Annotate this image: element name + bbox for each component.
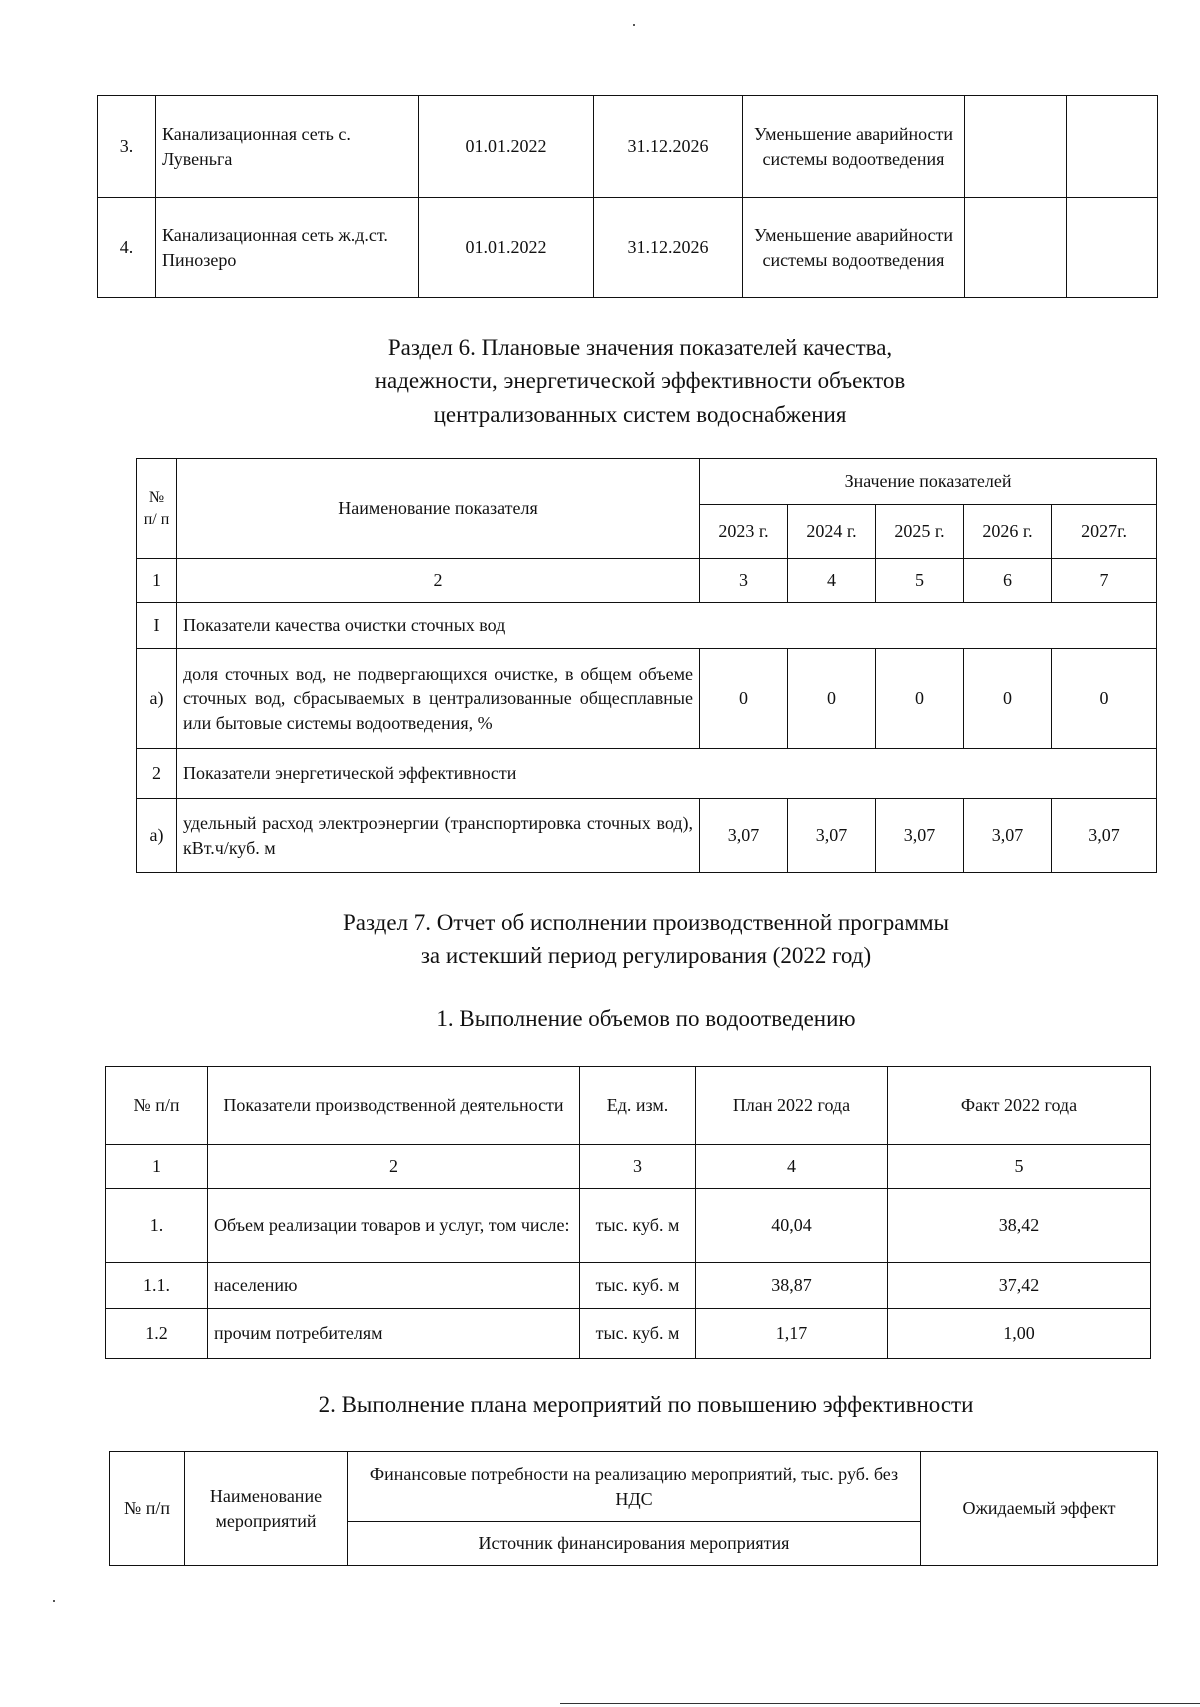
subsection1-heading: 1. Выполнение объемов по водоотведению [436,1006,856,1031]
header-row [137,459,1157,505]
subsection2-heading: 2. Выполнение плана мероприятий по повышению эффективности [318,1392,974,1417]
column-index: 2 [177,559,700,603]
header-event-name: Наименование мероприятий [185,1452,348,1566]
fact-value: 37,42 [888,1263,1151,1309]
header-finance: Финансовые потребности на реализацию мероприятий, тыс. руб. без НДС [348,1452,921,1522]
header-indicator-name: Наименование показателя [177,459,700,559]
group-number: I [137,603,177,649]
row-number: а) [137,799,177,873]
end-date: 31.12.2026 [594,198,743,298]
scan-bottom-line [560,1703,1200,1704]
column-index: 5 [876,559,964,603]
header-row [110,1452,1158,1522]
year-header: 2023 г. [700,505,788,559]
column-index: 5 [888,1145,1151,1189]
column-index: 4 [696,1145,888,1189]
heading-line: надежности, энергетической эффективности объектов [374,368,906,394]
column-index: 1 [137,559,177,603]
column-index: 1 [106,1145,208,1189]
row-number: 1.2 [106,1309,208,1359]
heading-line: Раздел 7. Отчет об исполнении производственной программы [342,910,950,935]
table-row [137,649,1157,749]
indicator-name: Объем реализации товаров и услуг, том числе: [208,1189,580,1263]
row-number: 3. [98,96,156,198]
row-number: 4. [98,198,156,298]
year-header: 2025 г. [876,505,964,559]
indicator-name: доля сточных вод, не подвергающихся очистке, в общем объеме сточных вод, сбрасываемых в централизованные общесплавные или бытовые системы водоотведения, % [177,649,700,749]
header-fact: Факт 2022 года [888,1067,1151,1145]
row-number: 1.1. [106,1263,208,1309]
header-indicator-values: Значение показателей [700,459,1157,505]
index-row [106,1145,1151,1189]
heading-line: централизованных систем водоснабжения [433,401,847,427]
indicator-value: 0 [964,649,1052,749]
header-indicator: Показатели производственной деятельности [208,1067,580,1145]
expected-effect: Уменьшение аварийности системы водоотведения [743,198,965,298]
start-date: 01.01.2022 [419,96,594,198]
indicator-value: 0 [876,649,964,749]
section6-heading [40,331,1200,431]
indicators-table [136,458,1157,873]
header-plan: План 2022 года [696,1067,888,1145]
group-title: Показатели энергетической эффективности [177,749,1157,799]
header-expected-effect: Ожидаемый эффект [921,1452,1158,1566]
column-index: 3 [580,1145,696,1189]
column-index: 7 [1052,559,1157,603]
year-header: 2027г. [1052,505,1157,559]
table-row [106,1309,1151,1359]
indicator-value: 0 [1052,649,1157,749]
section7-heading [46,906,1200,973]
unit: тыс. куб. м [580,1263,696,1309]
table-row [106,1189,1151,1263]
plan-value: 1,17 [696,1309,888,1359]
fact-value: 1,00 [888,1309,1151,1359]
unit: тыс. куб. м [580,1309,696,1359]
column-index: 2 [208,1145,580,1189]
indicator-name: удельный расход электроэнергии (транспортировка сточных вод), кВт.ч/куб. м [177,799,700,873]
group-title: Показатели качества очистки сточных вод [177,603,1157,649]
indicator-value: 0 [700,649,788,749]
indicator-value: 3,07 [788,799,876,873]
event-name: Канализационная сеть ж.д.ст. Пинозеро [156,198,419,298]
year-header: 2024 г. [788,505,876,559]
fact-value: 38,42 [888,1189,1151,1263]
indicator-value: 3,07 [876,799,964,873]
end-date: 31.12.2026 [594,96,743,198]
unit: тыс. куб. м [580,1189,696,1263]
group-row [137,749,1157,799]
column-index: 3 [700,559,788,603]
row-number: а) [137,649,177,749]
indicator-value: 3,07 [1052,799,1157,873]
empty-cell [1067,96,1158,198]
table-row [137,799,1157,873]
scan-speck [633,24,635,26]
heading-line: за истекший период регулирования (2022 год) [420,943,872,969]
header-row [106,1067,1151,1145]
header-number: № п/п [106,1067,208,1145]
header-finance-source: Источник финансирования мероприятия [348,1522,921,1566]
indicator-value: 0 [788,649,876,749]
heading-line: Раздел 6. Плановые значения показателей качества, [387,335,893,360]
volumes-table [105,1066,1151,1359]
row-number: 1. [106,1189,208,1263]
indicator-name: населению [208,1263,580,1309]
index-row [137,559,1157,603]
table-row [98,198,1158,298]
indicator-name: прочим потребителям [208,1309,580,1359]
expected-effect: Уменьшение аварийности системы водоотведения [743,96,965,198]
efficiency-plan-table [109,1451,1158,1566]
column-index: 6 [964,559,1052,603]
plan-value: 38,87 [696,1263,888,1309]
empty-cell [965,198,1067,298]
table-row [98,96,1158,198]
year-header: 2026 г. [964,505,1052,559]
plan-value: 40,04 [696,1189,888,1263]
header-number: № п/ п [137,459,177,559]
start-date: 01.01.2022 [419,198,594,298]
scan-speck [53,1600,55,1602]
empty-cell [965,96,1067,198]
column-index: 4 [788,559,876,603]
events-table-continued [97,95,1158,298]
indicator-value: 3,07 [700,799,788,873]
table-row [106,1263,1151,1309]
group-row [137,603,1157,649]
indicator-value: 3,07 [964,799,1052,873]
empty-cell [1067,198,1158,298]
header-unit: Ед. изм. [580,1067,696,1145]
group-number: 2 [137,749,177,799]
event-name: Канализационная сеть с. Лувеньга [156,96,419,198]
header-number: № п/п [110,1452,185,1566]
